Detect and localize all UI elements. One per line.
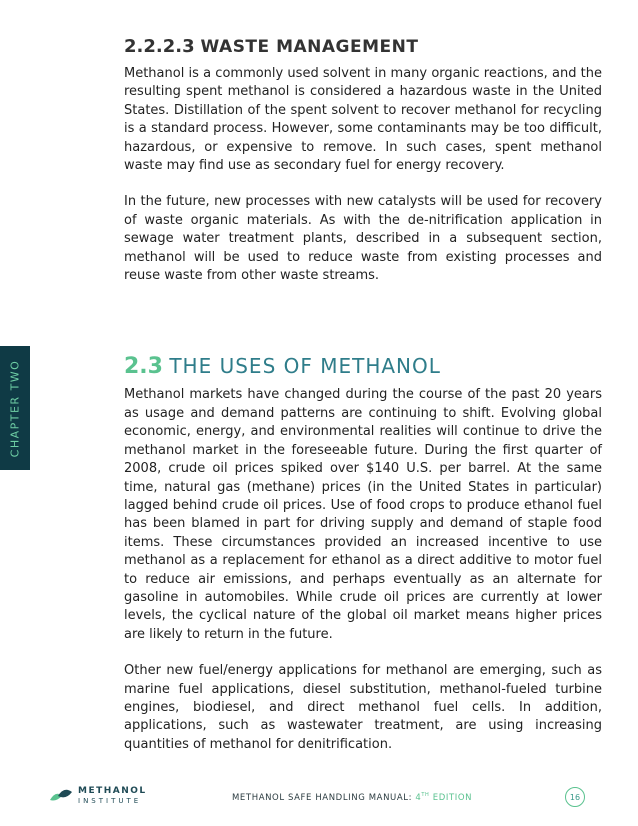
logo-line-1: METHANOL xyxy=(78,786,147,796)
chapter-tab-label: CHAPTER TWO xyxy=(8,359,22,457)
chapter-tab xyxy=(0,346,30,470)
section-2223-paragraph-1: Methanol is a commonly used solvent in many organic reactions, and the resulting spent methanol is considered a hazardous waste in the United States. Distillation of the spent solvent to recover methanol for recycling is a standard process. However, some contaminants may be too difficult, hazardous, or expensive to remove. In such cases, spent methanol waste may find use as secondary fuel for energy recovery. xyxy=(124,66,602,174)
section-23-paragraph-1: Methanol markets have changed during the course of the past 20 years as usage and demand patterns are continuing to shift. Evolving global economic, energy, and environmental realities will continue to drive the methanol market in the foreseeable future. During the first quarter of 2008, crude oil prices spiked over $140 U.S. per barrel. At the same time, natural gas (methane) prices (in the United States in particular) lagged behind crude oil prices. Use of food crops to produce ethanol fuel has been blamed in part for driving supply and demand of staple food items. These circumstances provided an increased incentive to use methanol as a replacement for ethanol as a direct additive to motor fuel to reduce air emissions, and perhaps eventually as an alternate for gasoline in automobiles. While crude oil prices are currently at lower levels, the cyclical nature of the global oil market means higher prices are likely to return in the future. xyxy=(124,387,602,642)
section-2223-title: WASTE MANAGEMENT xyxy=(200,37,419,57)
edition-word: EDITION xyxy=(432,792,473,803)
footer-title xyxy=(232,792,472,803)
logo-text xyxy=(78,786,147,806)
manual-title: METHANOL SAFE HANDLING MANUAL: xyxy=(232,792,413,803)
section-2223-number: 2.2.2.3 xyxy=(124,36,195,57)
page-footer xyxy=(0,786,638,810)
section-23-title: THE USES OF METHANOL xyxy=(169,354,441,379)
main-content xyxy=(124,36,602,754)
page-number-badge xyxy=(565,787,585,807)
edition-number: 4 xyxy=(415,792,422,803)
page-number: 16 xyxy=(569,792,581,802)
methanol-institute-logo xyxy=(48,786,147,806)
edition-suffix: TH xyxy=(421,792,430,798)
logo-line-2: INSTITUTE xyxy=(78,797,142,805)
section-2223-heading xyxy=(124,36,602,58)
section-23-number: 2.3 xyxy=(124,354,163,380)
section-23-paragraph-2: Other new fuel/energy applications for methanol are emerging, such as marine fuel applications, diesel substitution, methanol-fueled turbine engines, biodiesel, and direct methanol fuel cells. In addition, applications, such as wastewater treatment, are using increasing quantities of methanol for denitrification. xyxy=(124,663,602,752)
section-2223-paragraph-2: In the future, new processes with new catalysts will be used for recovery of waste organic materials. As with the de-nitrification application in sewage water treatment plants, described in a subsequent section, methanol will be used to reduce waste from existing processes and reuse waste from other waste streams. xyxy=(124,194,602,284)
edition-label xyxy=(415,793,472,803)
section-23-heading xyxy=(124,353,602,380)
logo-mark-icon xyxy=(48,786,74,806)
